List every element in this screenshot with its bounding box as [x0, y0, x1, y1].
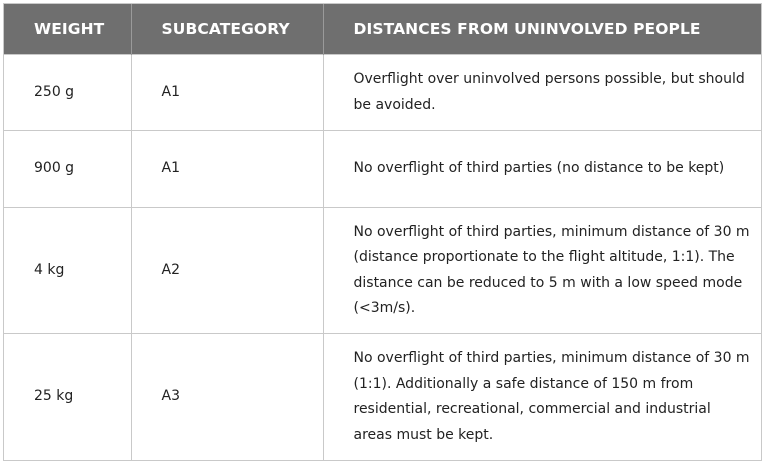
cell-subcategory: A2 [131, 207, 323, 334]
header-subcategory: SUBCATEGORY [131, 4, 323, 55]
table-header-row [4, 4, 761, 55]
header-distances: DISTANCES FROM UNINVOLVED PEOPLE [323, 4, 761, 55]
cell-weight: 4 kg [4, 207, 131, 334]
cell-distances: No overflight of third parties, minimum distance of 30 m (1:1). Additionally a safe distance of 150 m from residential, recreational, commercial and industrial areas must be kept. [323, 334, 761, 460]
cell-weight: 250 g [4, 55, 131, 131]
header-weight: WEIGHT [4, 4, 131, 55]
table-row [4, 334, 761, 460]
cell-distances: No overflight of third parties, minimum distance of 30 m (distance proportionate to the flight altitude, 1:1). The distance can be reduced to 5 m with a low speed mode (<3m/s). [323, 207, 761, 334]
cell-subcategory: A1 [131, 131, 323, 207]
cell-subcategory: A3 [131, 334, 323, 460]
table-row [4, 55, 761, 131]
cell-distances: No overflight of third parties (no distance to be kept) [323, 131, 761, 207]
drone-category-table [4, 4, 761, 460]
cell-weight: 25 kg [4, 334, 131, 460]
drone-category-table-container [3, 3, 762, 461]
cell-subcategory: A1 [131, 55, 323, 131]
table-row [4, 131, 761, 207]
table-row [4, 207, 761, 334]
cell-distances: Overflight over uninvolved persons possible, but should be avoided. [323, 55, 761, 131]
cell-weight: 900 g [4, 131, 131, 207]
